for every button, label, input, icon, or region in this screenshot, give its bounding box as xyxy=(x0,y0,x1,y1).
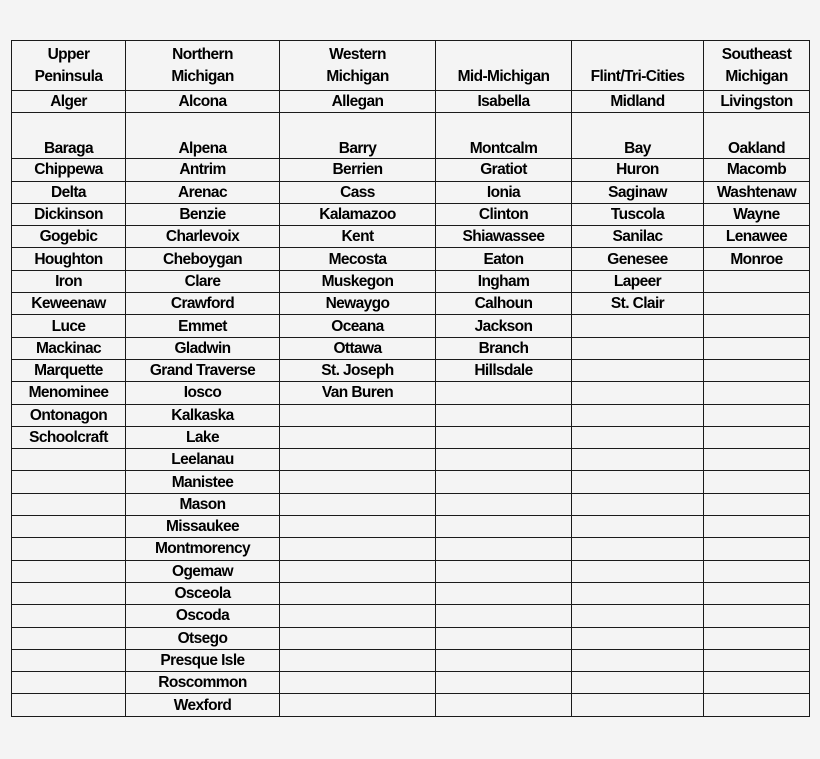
empty-cell xyxy=(572,605,704,627)
county-cell-ottawa: Ottawa xyxy=(280,337,436,359)
county-cell-manistee: Manistee xyxy=(126,471,280,493)
county-cell-genesee: Genesee xyxy=(572,248,704,270)
column-header-line2: Peninsula xyxy=(34,68,103,85)
empty-cell xyxy=(572,315,704,337)
county-cell-alcona: Alcona xyxy=(126,91,280,113)
table-row xyxy=(12,181,810,203)
county-cell-marquette: Marquette xyxy=(12,359,126,381)
county-cell-benzie: Benzie xyxy=(126,203,280,225)
county-cell-hillsdale: Hillsdale xyxy=(436,359,572,381)
county-cell-newaygo: Newaygo xyxy=(280,293,436,315)
empty-cell xyxy=(280,560,436,582)
county-cell-ontonagon: Ontonagon xyxy=(12,404,126,426)
county-cell-cass: Cass xyxy=(280,181,436,203)
county-cell-iosco: Iosco xyxy=(126,382,280,404)
table-row xyxy=(12,426,810,448)
county-cell-eaton: Eaton xyxy=(436,248,572,270)
county-cell-baraga: Baraga xyxy=(12,113,126,159)
empty-cell xyxy=(572,694,704,716)
county-cell-midland: Midland xyxy=(572,91,704,113)
county-cell-menominee: Menominee xyxy=(12,382,126,404)
county-cell-leelanau: Leelanau xyxy=(126,449,280,471)
empty-cell xyxy=(280,605,436,627)
header-row xyxy=(12,41,810,91)
empty-cell xyxy=(12,516,126,538)
empty-cell xyxy=(572,627,704,649)
county-cell-macomb: Macomb xyxy=(704,159,810,181)
column-header-line1 xyxy=(438,44,569,66)
empty-cell xyxy=(12,582,126,604)
empty-cell xyxy=(572,672,704,694)
county-cell-van-buren: Van Buren xyxy=(280,382,436,404)
county-cell-grand-traverse: Grand Traverse xyxy=(126,359,280,381)
county-cell-berrien: Berrien xyxy=(280,159,436,181)
empty-cell xyxy=(436,493,572,515)
empty-cell xyxy=(704,627,810,649)
empty-cell xyxy=(280,516,436,538)
table-row xyxy=(12,672,810,694)
table-row xyxy=(12,293,810,315)
county-cell-montcalm: Montcalm xyxy=(436,113,572,159)
county-cell-sanilac: Sanilac xyxy=(572,226,704,248)
county-cell-wayne: Wayne xyxy=(704,203,810,225)
table-row xyxy=(12,226,810,248)
table-row xyxy=(12,649,810,671)
empty-cell xyxy=(280,404,436,426)
empty-cell xyxy=(436,627,572,649)
empty-cell xyxy=(572,560,704,582)
county-cell-montmorency: Montmorency xyxy=(126,538,280,560)
table-row xyxy=(12,694,810,716)
empty-cell xyxy=(704,493,810,515)
empty-cell xyxy=(436,649,572,671)
empty-cell xyxy=(436,605,572,627)
county-cell-lapeer: Lapeer xyxy=(572,270,704,292)
empty-cell xyxy=(436,404,572,426)
county-cell-gogebic: Gogebic xyxy=(12,226,126,248)
county-cell-iron: Iron xyxy=(12,270,126,292)
empty-cell xyxy=(572,516,704,538)
empty-cell xyxy=(704,605,810,627)
empty-cell xyxy=(704,672,810,694)
county-cell-allegan: Allegan xyxy=(280,91,436,113)
column-header-mid-michigan xyxy=(436,41,572,91)
county-cell-lake: Lake xyxy=(126,426,280,448)
empty-cell xyxy=(280,694,436,716)
empty-cell xyxy=(704,426,810,448)
county-cell-livingston: Livingston xyxy=(704,91,810,113)
table-row xyxy=(12,538,810,560)
county-cell-antrim: Antrim xyxy=(126,159,280,181)
empty-cell xyxy=(280,672,436,694)
table-row xyxy=(12,315,810,337)
empty-cell xyxy=(704,560,810,582)
county-cell-tuscola: Tuscola xyxy=(572,203,704,225)
empty-cell xyxy=(436,471,572,493)
county-cell-oakland: Oakland xyxy=(704,113,810,159)
empty-cell xyxy=(280,538,436,560)
empty-cell xyxy=(280,426,436,448)
empty-cell xyxy=(436,672,572,694)
county-cell-huron: Huron xyxy=(572,159,704,181)
empty-cell xyxy=(572,449,704,471)
column-header-line2: Michigan xyxy=(326,68,389,85)
empty-cell xyxy=(704,694,810,716)
table-row xyxy=(12,382,810,404)
county-cell-bay: Bay xyxy=(572,113,704,159)
empty-cell xyxy=(12,627,126,649)
county-cell-st-joseph: St. Joseph xyxy=(280,359,436,381)
table-row xyxy=(12,203,810,225)
county-cell-dickinson: Dickinson xyxy=(12,203,126,225)
county-cell-osceola: Osceola xyxy=(126,582,280,604)
county-cell-st-clair: St. Clair xyxy=(572,293,704,315)
table-row xyxy=(12,113,810,159)
county-cell-arenac: Arenac xyxy=(126,181,280,203)
empty-cell xyxy=(704,270,810,292)
column-header-western-michigan xyxy=(280,41,436,91)
county-cell-presque-isle: Presque Isle xyxy=(126,649,280,671)
empty-cell xyxy=(572,337,704,359)
column-header-line1: Southeast xyxy=(721,46,792,63)
empty-cell xyxy=(280,582,436,604)
county-cell-kalkaska: Kalkaska xyxy=(126,404,280,426)
column-header-line1: Western xyxy=(329,46,386,63)
empty-cell xyxy=(436,516,572,538)
county-cell-chippewa: Chippewa xyxy=(12,159,126,181)
county-cell-charlevoix: Charlevoix xyxy=(126,226,280,248)
table-row xyxy=(12,560,810,582)
empty-cell xyxy=(12,493,126,515)
county-cell-clinton: Clinton xyxy=(436,203,572,225)
county-cell-washtenaw: Washtenaw xyxy=(704,181,810,203)
empty-cell xyxy=(436,582,572,604)
table-row xyxy=(12,627,810,649)
empty-cell xyxy=(572,493,704,515)
county-cell-mackinac: Mackinac xyxy=(12,337,126,359)
column-header-line2: Michigan xyxy=(725,68,788,85)
empty-cell xyxy=(12,649,126,671)
empty-cell xyxy=(436,694,572,716)
empty-cell xyxy=(572,538,704,560)
table-row xyxy=(12,337,810,359)
empty-cell xyxy=(704,315,810,337)
empty-cell xyxy=(12,672,126,694)
county-cell-branch: Branch xyxy=(436,337,572,359)
empty-cell xyxy=(12,449,126,471)
county-cell-calhoun: Calhoun xyxy=(436,293,572,315)
county-cell-gratiot: Gratiot xyxy=(436,159,572,181)
empty-cell xyxy=(704,404,810,426)
county-cell-ogemaw: Ogemaw xyxy=(126,560,280,582)
county-cell-delta: Delta xyxy=(12,181,126,203)
empty-cell xyxy=(572,359,704,381)
empty-cell xyxy=(12,694,126,716)
empty-cell xyxy=(704,449,810,471)
michigan-regions-county-table xyxy=(11,40,810,717)
empty-cell xyxy=(12,560,126,582)
column-header-upper-peninsula xyxy=(12,41,126,91)
county-cell-isabella: Isabella xyxy=(436,91,572,113)
empty-cell xyxy=(12,605,126,627)
county-cell-missaukee: Missaukee xyxy=(126,516,280,538)
county-cell-ingham: Ingham xyxy=(436,270,572,292)
empty-cell xyxy=(280,493,436,515)
empty-cell xyxy=(704,293,810,315)
empty-cell xyxy=(280,449,436,471)
county-cell-schoolcraft: Schoolcraft xyxy=(12,426,126,448)
table-row xyxy=(12,493,810,515)
county-cell-lenawee: Lenawee xyxy=(704,226,810,248)
table-row xyxy=(12,582,810,604)
county-cell-keweenaw: Keweenaw xyxy=(12,293,126,315)
county-cell-oceana: Oceana xyxy=(280,315,436,337)
county-cell-alger: Alger xyxy=(12,91,126,113)
county-cell-alpena: Alpena xyxy=(126,113,280,159)
table-row xyxy=(12,159,810,181)
empty-cell xyxy=(280,627,436,649)
county-cell-ionia: Ionia xyxy=(436,181,572,203)
county-cell-saginaw: Saginaw xyxy=(572,181,704,203)
county-cell-monroe: Monroe xyxy=(704,248,810,270)
empty-cell xyxy=(704,337,810,359)
county-cell-barry: Barry xyxy=(280,113,436,159)
column-header-southeast-michigan xyxy=(704,41,810,91)
table-row xyxy=(12,449,810,471)
table-row xyxy=(12,248,810,270)
county-cell-mason: Mason xyxy=(126,493,280,515)
county-cell-kalamazoo: Kalamazoo xyxy=(280,203,436,225)
empty-cell xyxy=(436,560,572,582)
table-row xyxy=(12,270,810,292)
empty-cell xyxy=(280,649,436,671)
empty-cell xyxy=(12,471,126,493)
column-header-line1: Northern xyxy=(172,46,233,63)
empty-cell xyxy=(436,426,572,448)
empty-cell xyxy=(704,649,810,671)
column-header-northern-michigan xyxy=(126,41,280,91)
table-row xyxy=(12,471,810,493)
empty-cell xyxy=(704,359,810,381)
empty-cell xyxy=(280,471,436,493)
county-cell-clare: Clare xyxy=(126,270,280,292)
county-cell-mecosta: Mecosta xyxy=(280,248,436,270)
county-cell-houghton: Houghton xyxy=(12,248,126,270)
empty-cell xyxy=(436,449,572,471)
empty-cell xyxy=(436,538,572,560)
column-header-line1: Upper xyxy=(47,46,90,63)
column-header-line2: Flint/Tri-Cities xyxy=(590,68,685,85)
empty-cell xyxy=(572,582,704,604)
table-body xyxy=(12,91,810,717)
empty-cell xyxy=(436,382,572,404)
empty-cell xyxy=(572,471,704,493)
table-row xyxy=(12,404,810,426)
empty-cell xyxy=(704,582,810,604)
county-cell-muskegon: Muskegon xyxy=(280,270,436,292)
county-cell-otsego: Otsego xyxy=(126,627,280,649)
county-cell-luce: Luce xyxy=(12,315,126,337)
empty-cell xyxy=(572,426,704,448)
county-cell-wexford: Wexford xyxy=(126,694,280,716)
county-cell-jackson: Jackson xyxy=(436,315,572,337)
county-cell-emmet: Emmet xyxy=(126,315,280,337)
empty-cell xyxy=(572,404,704,426)
table-row xyxy=(12,516,810,538)
empty-cell xyxy=(572,382,704,404)
empty-cell xyxy=(572,649,704,671)
empty-cell xyxy=(12,538,126,560)
county-cell-oscoda: Oscoda xyxy=(126,605,280,627)
county-cell-kent: Kent xyxy=(280,226,436,248)
table-row xyxy=(12,359,810,381)
column-header-line2: Michigan xyxy=(171,68,234,85)
county-cell-gladwin: Gladwin xyxy=(126,337,280,359)
column-header-flint-tri-cities xyxy=(572,41,704,91)
column-header-line2: Mid-Michigan xyxy=(457,68,550,85)
county-cell-roscommon: Roscommon xyxy=(126,672,280,694)
empty-cell xyxy=(704,382,810,404)
empty-cell xyxy=(704,538,810,560)
empty-cell xyxy=(704,516,810,538)
county-cell-crawford: Crawford xyxy=(126,293,280,315)
table-row xyxy=(12,91,810,113)
table-row xyxy=(12,605,810,627)
county-cell-cheboygan: Cheboygan xyxy=(126,248,280,270)
column-header-line1 xyxy=(574,44,701,66)
empty-cell xyxy=(704,471,810,493)
county-cell-shiawassee: Shiawassee xyxy=(436,226,572,248)
